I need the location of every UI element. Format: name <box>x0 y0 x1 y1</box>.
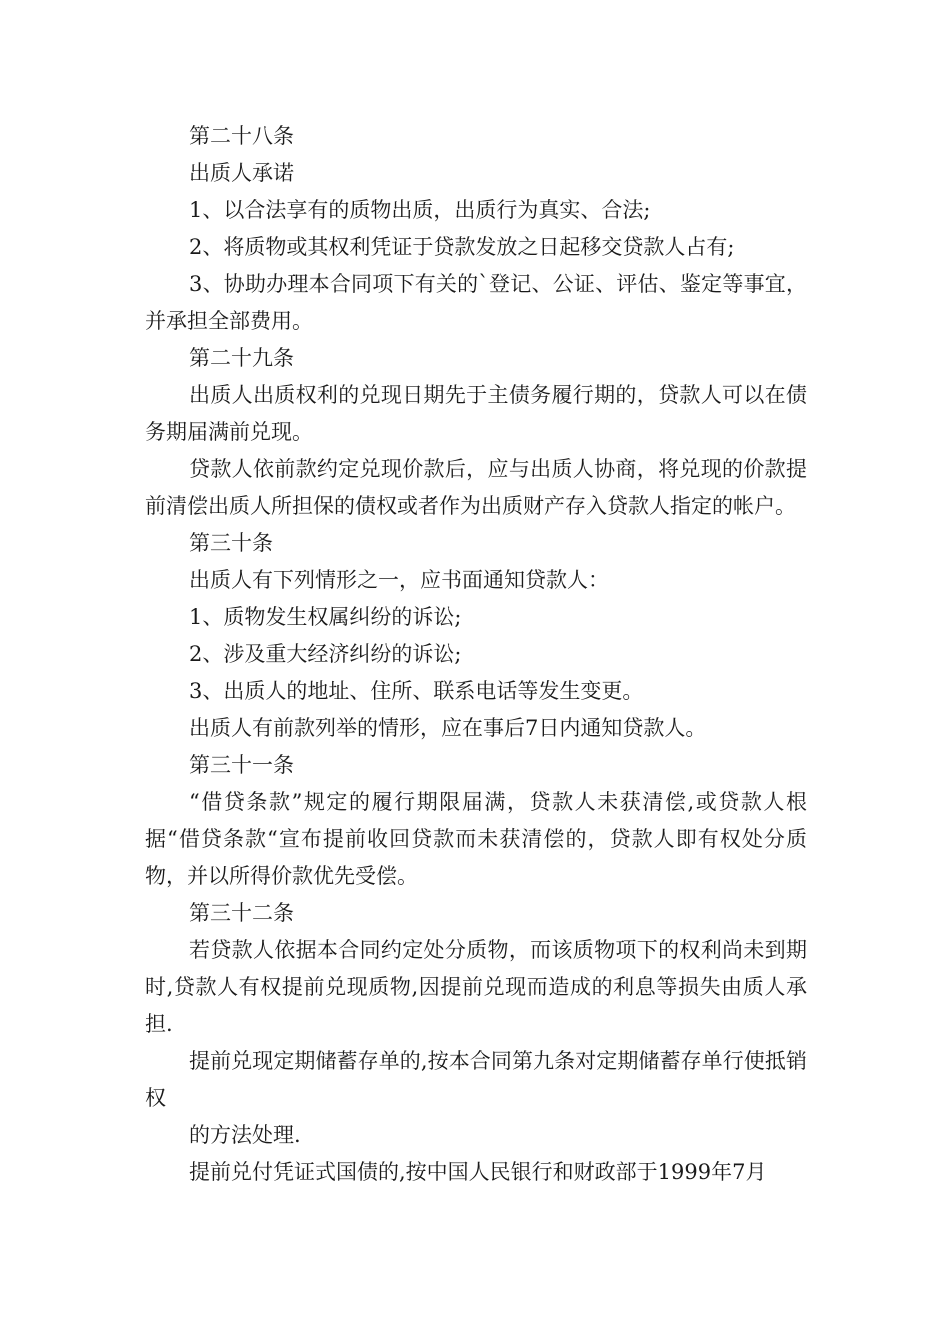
list-item: 2、将质物或其权利凭证于贷款发放之日起移交贷款人占有; <box>189 235 735 259</box>
paragraph: 提前兑付凭证式国债的,按中国人民银行和财政部于1999年7月 <box>189 1160 767 1184</box>
paragraph: 的方法处理. <box>189 1123 301 1147</box>
article-heading: 第二十九条 <box>189 346 294 370</box>
list-item: 1、质物发生权属纠纷的诉讼; <box>189 605 462 629</box>
article-heading: 第二十八条 <box>189 124 294 148</box>
list-item: 1、以合法享有的质物出质，出质行为真实、合法; <box>189 198 651 222</box>
list-item: 3、协助办理本合同项下有关的`登记、公证、评估、鉴定等事宜，并承担全部费用。 <box>145 272 807 333</box>
list-item: 3、出质人的地址、住所、联系电话等发生变更。 <box>189 679 644 703</box>
document-body <box>145 118 807 1191</box>
paragraph: 贷款人依前款约定兑现价款后，应与出质人协商，将兑现的价款提前清偿出质人所担保的债权或者作为出质财产存入贷款人指定的帐户。 <box>145 457 807 518</box>
list-item: 2、涉及重大经济纠纷的诉讼; <box>189 642 462 666</box>
paragraph: 出质人出质权利的兑现日期先于主债务履行期的，贷款人可以在债务期届满前兑现。 <box>145 383 807 444</box>
article-heading: 第三十一条 <box>189 753 294 777</box>
paragraph: 出质人有前款列举的情形，应在事后7日内通知贷款人。 <box>189 716 707 740</box>
paragraph: “借贷条款”规定的履行期限届满，贷款人未获清偿,或贷款人根据“借贷条款“宣布提前收回贷款而未获清偿的，贷款人即有权处分质物，并以所得价款优先受偿。 <box>145 790 807 888</box>
paragraph: 若贷款人依据本合同约定处分质物，而该质物项下的权利尚未到期时,贷款人有权提前兑现质物,因提前兑现而造成的利息等损失由质人承担. <box>145 938 807 1036</box>
article-heading: 第三十二条 <box>189 901 294 925</box>
paragraph: 出质人承诺 <box>189 161 294 185</box>
article-heading: 第三十条 <box>189 531 273 555</box>
paragraph: 提前兑现定期储蓄存单的,按本合同第九条对定期储蓄存单行使抵销权 <box>145 1049 807 1110</box>
paragraph: 出质人有下列情形之一，应书面通知贷款人： <box>189 568 609 592</box>
